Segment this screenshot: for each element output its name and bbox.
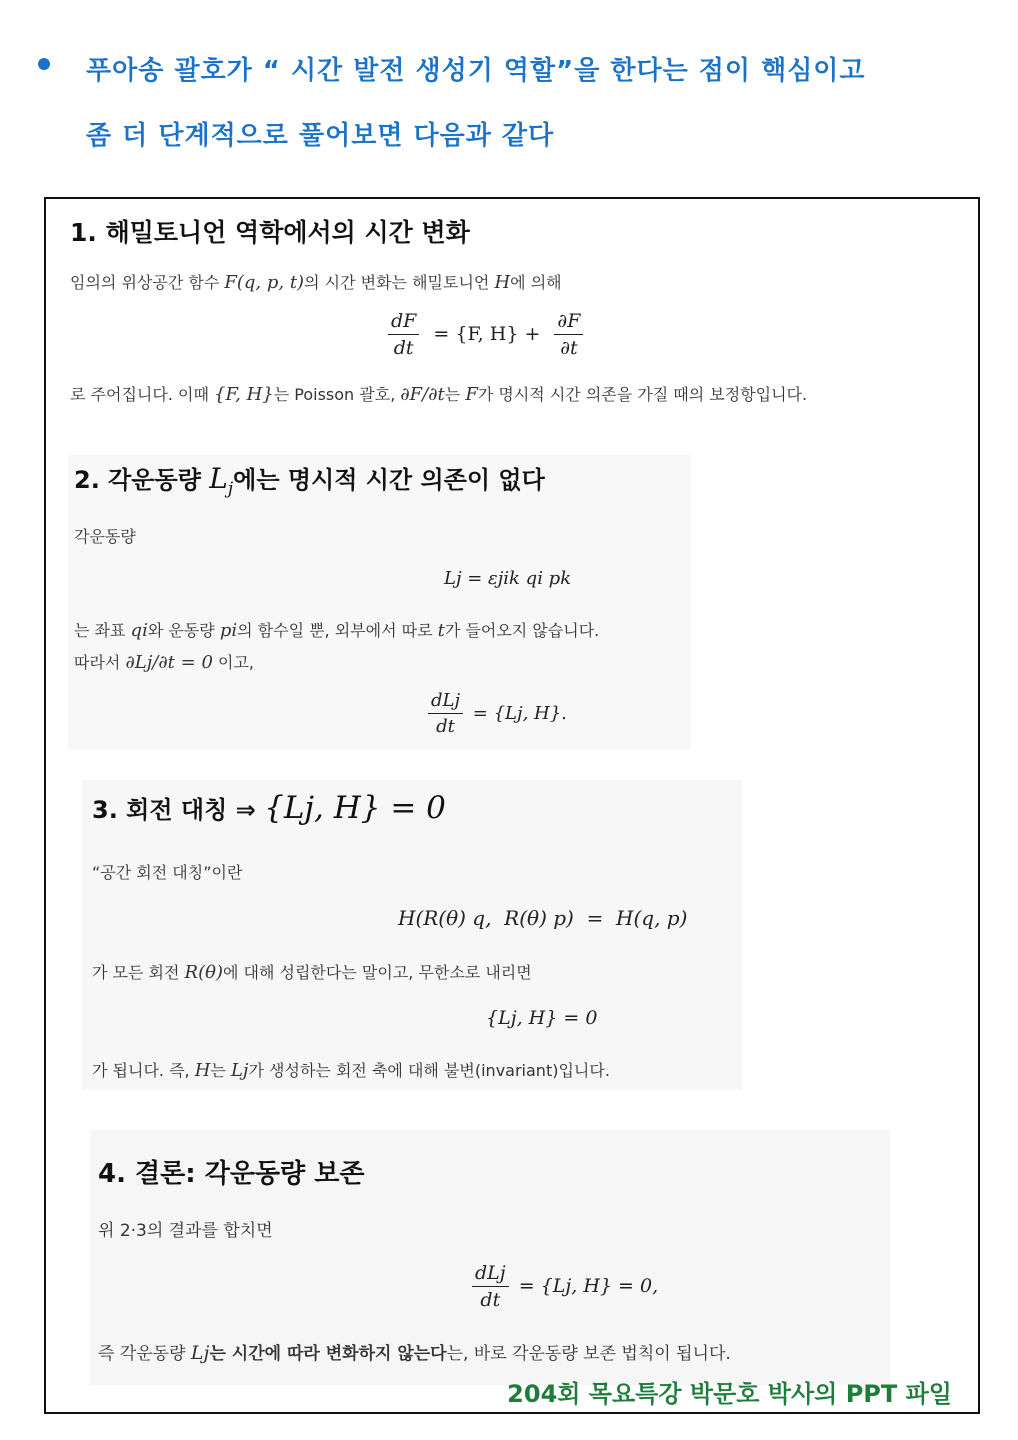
section-3-symmetry-equation: H(R(θ) q, R(θ) p) = H(q, p) [398, 906, 688, 930]
section-3-panel [82, 780, 742, 1090]
section-2-line-2: 따라서 ∂Lj/∂t = 0 이고, [74, 652, 254, 673]
section-2-line-1: 는 좌표 qi와 운동량 pi의 함수일 뿐, 외부에서 따로 t가 들어오지 않습니다. [74, 620, 600, 641]
section-2-title: 2. 각운동량 $L_j$에는 명시적 시간 의존이 없다 [74, 462, 545, 499]
section-1-equation: $\frac{dF}{dt}$ = {F, H} + $\frac{\partial F}{\partial t}$ [388, 310, 583, 359]
section-2-equation: $\frac{\text{dLj}}{dt}$ = {Lj, H}. [428, 690, 567, 737]
section-1-intro: 임의의 위상공간 함수 F(q, p, t)의 시간 변화는 해밀토니언 H에 의해 [70, 272, 562, 293]
bullet-icon [38, 58, 50, 70]
section-4-conclusion: 즉 각운동량 Lj는 시간에 따라 변화하지 않는다는, 바로 각운동량 보존 법칙이 됩니다. [98, 1342, 731, 1364]
section-4-label: 위 2·3의 결과를 합치면 [98, 1221, 273, 1241]
section-3-line-1: 가 모든 회전 R(θ)에 대해 성립한다는 말이고, 무한소로 내리면 [92, 962, 532, 983]
section-3-line-2: 가 됩니다. 즉, H는 Lj가 생성하는 회전 축에 대해 불변(invariant)입니다. [92, 1060, 610, 1081]
section-3-label: “공간 회전 대칭”이란 [92, 863, 243, 882]
section-1-explanation: 로 주어집니다. 이때 {F, H}는 Poisson 괄호, ∂F/∂t는 F가 명시적 시간 의존을 가질 때의 보정항입니다. [70, 384, 808, 405]
footer-credit: 204회 목요특강 박문호 박사의 PPT 파일 [507, 1380, 952, 1408]
section-4-title: 4. 결론: 각운동량 보존 [98, 1159, 365, 1189]
header-line-1: 푸아송 괄호가 “ 시간 발전 생성기 역할”을 한다는 점이 핵심이고 [86, 56, 866, 86]
header-line-2: 좀 더 단계적으로 풀어보면 다음과 같다 [86, 121, 555, 151]
section-2-panel [68, 455, 691, 750]
section-1-title: 1. 해밀토니언 역학에서의 시간 변화 [70, 218, 470, 247]
section-3-title: 3. 회전 대칭 ⇒ {Lj, H} = 0 [92, 790, 446, 826]
section-2-definition: Lj = εjik qi pk [444, 568, 572, 589]
section-4-equation: $\frac{\text{dLj}}{dt}$ = {Lj, H} = 0, [472, 1262, 658, 1311]
section-3-bracket-equation: {Lj, H} = 0 [486, 1007, 598, 1029]
section-2-label: 각운동량 [74, 527, 136, 546]
